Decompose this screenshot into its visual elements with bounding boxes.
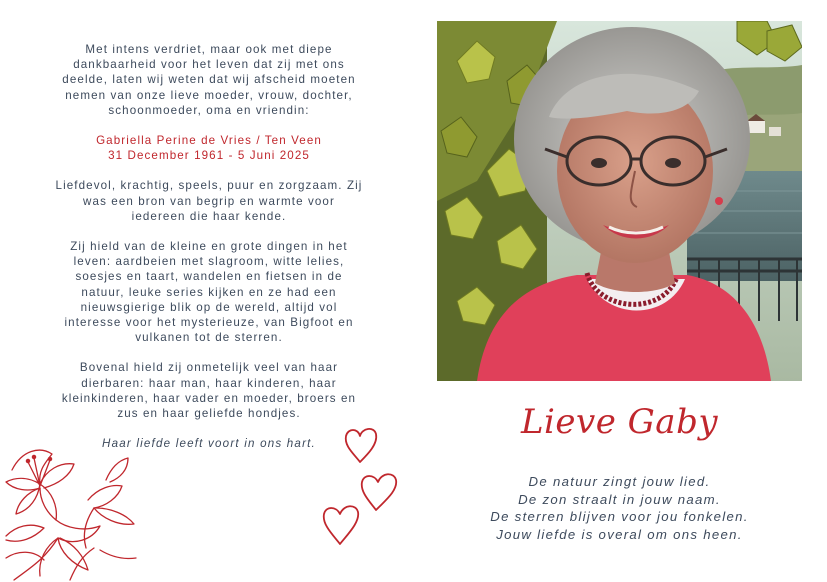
script-title: Lieve Gaby: [520, 402, 719, 442]
memorial-text: [28, 42, 390, 466]
poem-line: De sterren blijven voor jou fonkelen.: [490, 509, 749, 524]
paragraph-line: kleinkinderen, haar vader en moeder, broers en: [61, 391, 357, 405]
heart-icon: [346, 429, 377, 462]
deceased-block: [28, 133, 390, 163]
intro-line: schoonmoeder, oma en vriendin:: [108, 103, 310, 117]
intro-line: Met intens verdriet, maar ook met diepe: [85, 43, 333, 56]
heart-icon: [362, 474, 396, 510]
character-paragraph: [28, 178, 390, 224]
intro-line: deelde, laten wij weten dat wij afscheid moeten: [62, 73, 356, 87]
hearts-decoration: [316, 424, 402, 550]
paragraph-line: Zij hield van de kleine en grote dingen in het: [70, 240, 348, 254]
intro-paragraph: [28, 42, 390, 118]
family-paragraph: [28, 360, 390, 421]
poem-line: De natuur zingt jouw lied.: [528, 474, 711, 489]
paragraph-line: was een bron van begrip en warmte voor: [83, 194, 335, 208]
portrait-photo: [437, 21, 802, 381]
intro-line: nemen van onze lieve moeder, vrouw, dochter,: [65, 88, 353, 102]
paragraph-line: soesjes en taart, wandelen en fietsen in de: [75, 270, 343, 284]
paragraph-line: vulkanen tot de sterren.: [135, 331, 283, 345]
closing-line: Haar liefde leeft voort in ons hart.: [102, 437, 316, 451]
deceased-name: Gabriella Perine de Vries / Ten Veen: [96, 134, 322, 148]
paragraph-line: natuur, leuke series kijken en ze had een: [81, 285, 337, 299]
paragraph-line: interesse voor het mysterieuze, van Bigfoot en: [64, 316, 354, 330]
heart-icon: [324, 506, 358, 544]
poem-line: Jouw liefde is overal om ons heen.: [496, 526, 743, 542]
lily-flower-illustration: [0, 440, 142, 582]
poem: [437, 473, 802, 543]
paragraph-line: leven: aardbeien met slagroom, witte lelies,: [73, 255, 345, 269]
paragraph-line: Liefdevol, krachtig, speels, puur en zorgzaam. Zij: [55, 179, 363, 193]
intro-line: dankbaarheid voor het leven dat zij met ons: [73, 58, 345, 72]
paragraph-line: dierbaren: haar man, haar kinderen, haar: [81, 376, 337, 390]
paragraph-line: Bovenal hield zij onmetelijk veel van haar: [79, 361, 339, 375]
poem-line: De zon straalt in jouw naam.: [518, 491, 721, 507]
paragraph-line: zus en haar geliefde hondjes.: [117, 407, 301, 421]
paragraph-line: nieuwsgierige blik op de wereld, altijd vol: [80, 300, 338, 314]
deceased-dates: 31 December 1961 - 5 Juni 2025: [108, 149, 310, 163]
loves-paragraph: [28, 239, 390, 345]
paragraph-line: iedereen die haar kende.: [131, 209, 287, 223]
